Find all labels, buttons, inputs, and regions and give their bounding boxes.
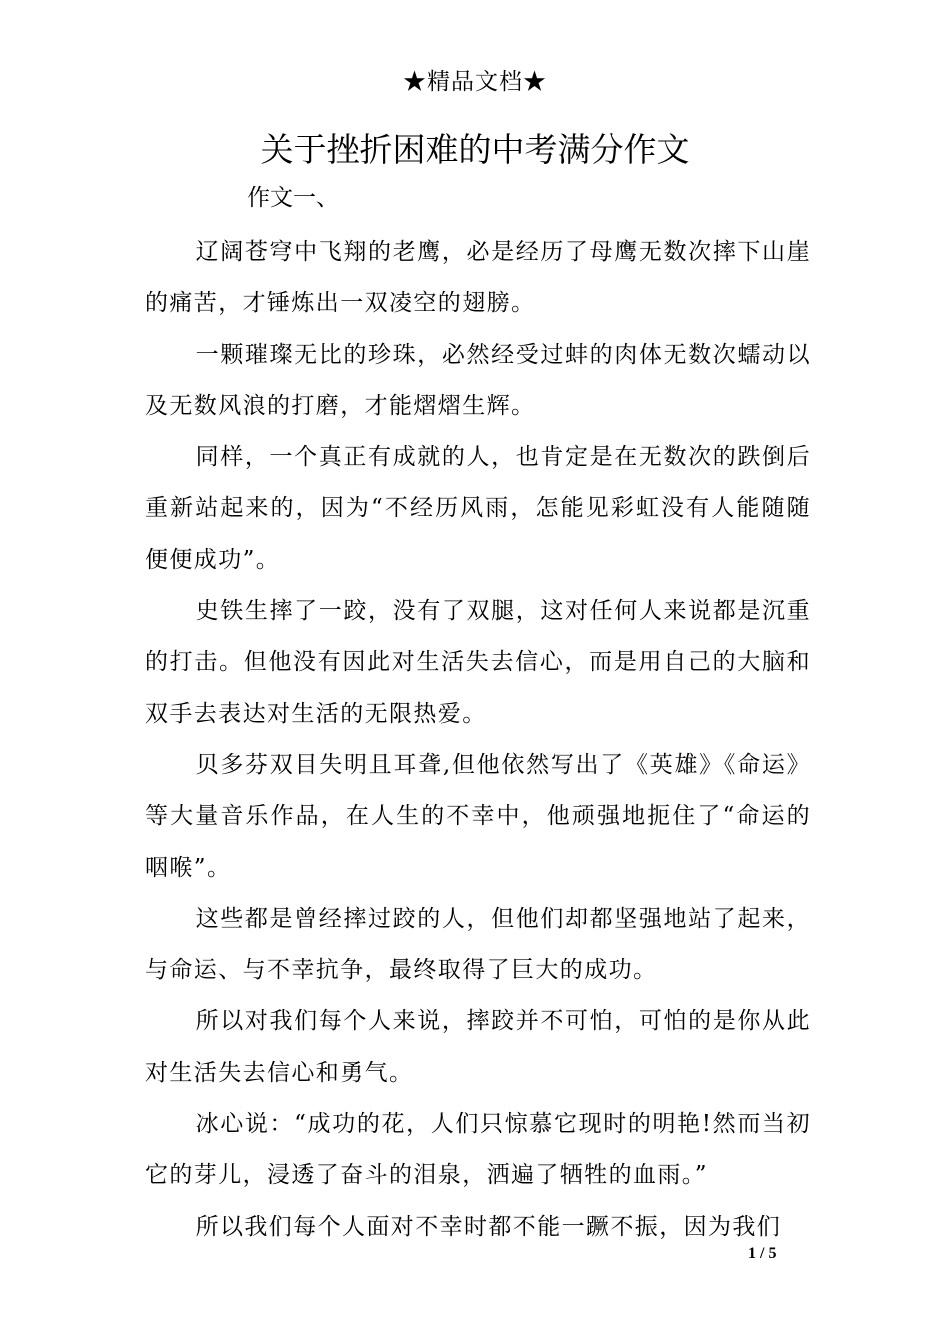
paragraph: 所以我们每个人面对不幸时都不能一蹶不振，因为我们 [195,1213,782,1240]
essay-subheading: 作文一、 [247,185,339,211]
paragraph: 所以对我们每个人来说，摔跤并不可怕，可怕的是你从此对生活失去信心和勇气。 [145,1008,811,1086]
document-title: 关于挫折困难的中考满分作文 [260,130,690,169]
paragraph: 贝多芬双目失明且耳聋,但他依然写出了《英雄》《命运》等大量音乐作品，在人生的不幸中，他顽强地扼住了“命运的咽喉”。 [145,751,811,881]
paragraph: 一颗璀璨无比的珍珠，必然经受过蚌的肉体无数次蠕动以及无数风浪的打磨，才能熠熠生辉。 [145,341,811,419]
page-header: ★精品文档★ [403,69,547,95]
paragraph: 同样，一个真正有成就的人，也肯定是在无数次的跌倒后重新站起来的，因为“不经历风雨，怎能见彩虹没有人能随随便便成功”。 [145,444,811,573]
paragraph: 这些都是曾经摔过跤的人，但他们却都坚强地站了起来，与命运、与不幸抗争，最终取得了巨大的成功。 [145,905,811,984]
paragraph: 辽阔苍穹中飞翔的老鹰，必是经历了母鹰无数次摔下山崖的痛苦，才锤炼出一双凌空的翅膀。 [145,239,811,317]
page-number: 1 / 5 [748,1245,777,1262]
essay-body [145,227,811,1253]
paragraph: 史铁生摔了一跤，没有了双腿，这对任何人来说都是沉重的打击。但他没有因此对生活失去信心，而是用自己的大脑和双手去表达对生活的无限热爱。 [145,598,811,727]
paragraph: 冰心说：“成功的花，人们只惊慕它现时的明艳!然而当初它的芽儿，浸透了奋斗的泪泉，洒遍了牺牲的血雨。” [145,1111,811,1189]
